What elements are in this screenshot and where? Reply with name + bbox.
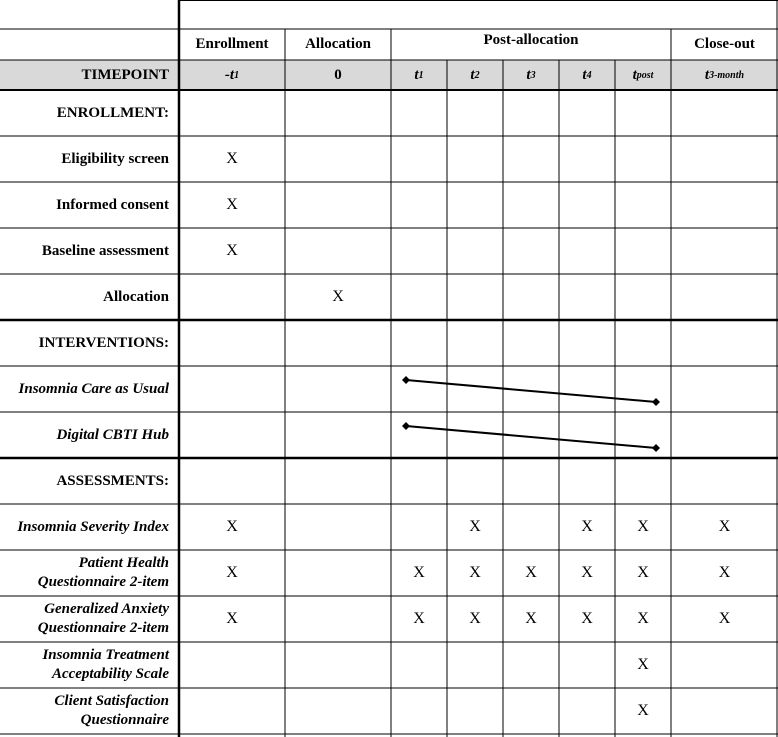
timepoint-t1-subscript: 1 bbox=[418, 69, 424, 81]
schedule-mark bbox=[179, 412, 285, 458]
schedule-mark bbox=[615, 320, 671, 366]
schedule-mark bbox=[503, 136, 559, 182]
timepoint-t3 bbox=[503, 60, 559, 90]
schedule-mark bbox=[447, 320, 503, 366]
schedule-mark bbox=[559, 274, 615, 320]
schedule-mark bbox=[391, 228, 447, 274]
row-label: Patient Health Questionnaire 2-item bbox=[37, 555, 169, 590]
timepoint-enroll bbox=[179, 60, 285, 90]
schedule-mark: X bbox=[226, 150, 238, 167]
schedule-mark: X bbox=[525, 564, 537, 581]
schedule-mark bbox=[671, 688, 778, 734]
schedule-mark bbox=[179, 458, 285, 504]
timepoint-t2 bbox=[447, 60, 503, 90]
timepoint-label: TIMEPOINT bbox=[81, 66, 169, 83]
schedule-mark bbox=[671, 642, 778, 688]
schedule-mark bbox=[671, 90, 778, 136]
schedule-mark bbox=[285, 596, 391, 642]
schedule-mark bbox=[447, 412, 503, 458]
schedule-mark bbox=[285, 458, 391, 504]
schedule-mark: X bbox=[637, 518, 649, 535]
header-allocation: Allocation bbox=[305, 36, 371, 52]
schedule-mark: X bbox=[469, 518, 481, 535]
schedule-mark bbox=[671, 366, 778, 412]
timepoint-t4-text: t bbox=[582, 66, 587, 83]
schedule-mark: X bbox=[581, 518, 593, 535]
schedule-mark bbox=[391, 274, 447, 320]
schedule-mark: X bbox=[637, 656, 649, 673]
schedule-mark bbox=[391, 182, 447, 228]
schedule-mark: X bbox=[581, 610, 593, 627]
schedule-mark bbox=[559, 90, 615, 136]
schedule-mark bbox=[179, 688, 285, 734]
timepoint-t4 bbox=[559, 60, 615, 90]
schedule-mark bbox=[179, 320, 285, 366]
schedule-mark bbox=[615, 90, 671, 136]
schedule-mark: X bbox=[718, 610, 731, 627]
schedule-mark bbox=[503, 366, 559, 412]
schedule-mark bbox=[503, 412, 559, 458]
schedule-mark bbox=[559, 412, 615, 458]
row-label: Digital CBTI Hub bbox=[56, 426, 169, 443]
schedule-mark bbox=[671, 274, 778, 320]
schedule-mark bbox=[615, 412, 671, 458]
schedule-mark bbox=[503, 182, 559, 228]
schedule-mark: X bbox=[332, 288, 344, 305]
schedule-mark bbox=[447, 688, 503, 734]
timepoint-alloc-text: 0 bbox=[334, 66, 342, 83]
row-label: Client Satisfaction Questionnaire bbox=[54, 693, 169, 728]
header-post-allocation: Post-allocation bbox=[483, 31, 579, 48]
schedule-mark bbox=[391, 366, 447, 412]
timepoint-t3month-subscript: 3-month bbox=[709, 69, 745, 81]
schedule-mark bbox=[503, 458, 559, 504]
schedule-mark bbox=[615, 136, 671, 182]
schedule-mark bbox=[503, 504, 559, 550]
timepoint-tpost-subscript: post bbox=[636, 69, 654, 81]
schedule-mark: X bbox=[637, 564, 649, 581]
schedule-mark bbox=[559, 182, 615, 228]
schedule-mark bbox=[503, 320, 559, 366]
schedule-mark bbox=[615, 182, 671, 228]
schedule-mark bbox=[447, 228, 503, 274]
timepoint-alloc bbox=[285, 60, 391, 90]
schedule-mark: X bbox=[226, 242, 238, 259]
schedule-mark bbox=[447, 136, 503, 182]
schedule-mark bbox=[285, 320, 391, 366]
timepoint-t4-subscript: 4 bbox=[586, 69, 592, 81]
timepoint-t3month bbox=[671, 60, 778, 90]
row-label: ENROLLMENT: bbox=[56, 104, 169, 121]
schedule-mark bbox=[285, 136, 391, 182]
schedule-mark: X bbox=[469, 610, 481, 627]
schedule-mark bbox=[503, 274, 559, 320]
schedule-mark bbox=[179, 366, 285, 412]
row-label: Insomnia Care as Usual bbox=[18, 380, 169, 397]
schedule-mark bbox=[285, 366, 391, 412]
schedule-mark bbox=[671, 182, 778, 228]
timepoint-tpost bbox=[615, 60, 671, 90]
schedule-mark bbox=[503, 688, 559, 734]
timepoint-t2-text: t bbox=[470, 66, 475, 83]
schedule-mark bbox=[447, 90, 503, 136]
schedule-mark: X bbox=[413, 564, 425, 581]
schedule-mark bbox=[391, 412, 447, 458]
schedule-mark: X bbox=[226, 518, 238, 535]
schedule-mark bbox=[447, 458, 503, 504]
schedule-mark bbox=[391, 90, 447, 136]
schedule-mark: X bbox=[413, 610, 425, 627]
schedule-mark: X bbox=[469, 564, 481, 581]
timepoint-t3-text: t bbox=[526, 66, 531, 83]
schedule-mark bbox=[179, 90, 285, 136]
schedule-mark: X bbox=[637, 702, 649, 719]
schedule-mark bbox=[447, 274, 503, 320]
timepoint-tpost-text: t bbox=[632, 66, 637, 83]
header-enrollment: Enrollment bbox=[195, 36, 269, 52]
schedule-mark bbox=[447, 366, 503, 412]
timepoint-enroll-text: -t bbox=[224, 66, 235, 83]
schedule-mark: X bbox=[226, 564, 238, 581]
row-label: Informed consent bbox=[56, 196, 169, 213]
schedule-mark bbox=[179, 274, 285, 320]
schedule-mark bbox=[503, 90, 559, 136]
timepoint-t3month-text: t bbox=[704, 66, 710, 83]
schedule-mark: X bbox=[637, 610, 649, 627]
schedule-mark: X bbox=[525, 610, 537, 627]
schedule-mark bbox=[559, 366, 615, 412]
schedule-mark bbox=[285, 412, 391, 458]
schedule-mark bbox=[285, 228, 391, 274]
timepoint-t1 bbox=[391, 60, 447, 90]
schedule-mark bbox=[615, 366, 671, 412]
schedule-mark bbox=[447, 642, 503, 688]
row-label: INTERVENTIONS: bbox=[38, 334, 169, 351]
schedule-mark bbox=[285, 688, 391, 734]
schedule-mark bbox=[285, 182, 391, 228]
row-label: ASSESSMENTS: bbox=[56, 472, 169, 489]
schedule-mark bbox=[615, 274, 671, 320]
schedule-mark: X bbox=[718, 564, 731, 581]
schedule-mark bbox=[503, 642, 559, 688]
row-label: Generalized Anxiety Questionnaire 2-item bbox=[37, 601, 169, 636]
row-label: Allocation bbox=[103, 288, 169, 305]
row-label: Insomnia Severity Index bbox=[17, 518, 169, 535]
schedule-mark: X bbox=[226, 610, 238, 627]
schedule-mark bbox=[447, 182, 503, 228]
schedule-mark: X bbox=[581, 564, 593, 581]
schedule-mark: X bbox=[718, 518, 731, 535]
schedule-mark bbox=[559, 228, 615, 274]
schedule-mark bbox=[391, 688, 447, 734]
row-label: Insomnia Treatment Acceptability Scale bbox=[42, 647, 169, 682]
schedule-mark bbox=[671, 412, 778, 458]
schedule-mark bbox=[391, 504, 447, 550]
schedule-mark bbox=[671, 228, 778, 274]
schedule-mark bbox=[671, 136, 778, 182]
header-close-out: Close-out bbox=[694, 36, 755, 52]
schedule-mark bbox=[559, 642, 615, 688]
schedule-mark bbox=[391, 642, 447, 688]
schedule-mark bbox=[285, 504, 391, 550]
schedule-mark bbox=[179, 642, 285, 688]
schedule-mark bbox=[615, 228, 671, 274]
schedule-mark bbox=[391, 458, 447, 504]
schedule-mark bbox=[559, 320, 615, 366]
schedule-mark bbox=[559, 136, 615, 182]
schedule-mark bbox=[559, 458, 615, 504]
schedule-mark: X bbox=[226, 196, 238, 213]
schedule-mark bbox=[559, 688, 615, 734]
schedule-mark bbox=[391, 320, 447, 366]
schedule-mark bbox=[285, 90, 391, 136]
schedule-mark bbox=[671, 320, 778, 366]
timepoint-t3-subscript: 3 bbox=[530, 69, 536, 81]
schedule-mark bbox=[285, 642, 391, 688]
schedule-mark bbox=[503, 228, 559, 274]
timepoint-t2-subscript: 2 bbox=[474, 69, 480, 81]
row-label: Baseline assessment bbox=[41, 242, 169, 259]
schedule-mark bbox=[391, 136, 447, 182]
schedule-mark bbox=[671, 458, 778, 504]
schedule-mark bbox=[285, 550, 391, 596]
timepoint-t1-text: t bbox=[414, 66, 419, 83]
timepoint-enroll-subscript: 1 bbox=[234, 69, 240, 81]
row-label: Eligibility screen bbox=[61, 150, 169, 167]
schedule-mark bbox=[615, 458, 671, 504]
